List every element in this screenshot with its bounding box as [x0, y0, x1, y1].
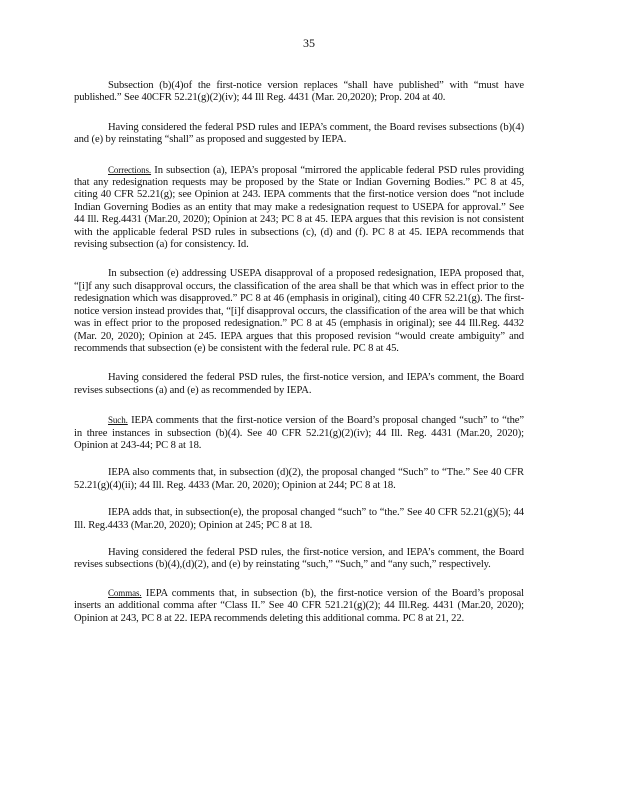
paragraph-1	[74, 80, 524, 105]
paragraph-text: Having considered the federal PSD rules, the first-notice version, and IEPA’s comment, the Board revises subsections (a) and (e) as recommended by IEPA.	[74, 372, 524, 396]
paragraph-text: IEPA comments that the first-notice version of the Board’s proposal changed “such” to “the” in three instances in subsection (b)(4). See 40 CFR 52.21(g)(2)(iv); 44 Ill. Reg. 4431 (Mar.20, 2020); Opinion at 243-44; PC 8 at 18.	[74, 415, 524, 451]
paragraph-5	[74, 372, 524, 397]
paragraph-text: Having considered the federal PSD rules, the first-notice version, and IEPA’s comment, the Board revises subsections (b)(4),(d)(2), and (e) by reinstating “such,” “Such,” and “any such,” respectively.	[74, 546, 524, 571]
paragraph-such	[74, 414, 524, 452]
paragraph-commas	[74, 587, 524, 625]
paragraph-text: Having considered the federal PSD rules and IEPA’s comment, the Board revises subsections (b)(4) and (e) by reinstating “shall” as proposed and suggested by IEPA.	[74, 121, 524, 146]
paragraph-text: IEPA adds that, in subsection(e), the proposal changed “such” to “the.” See 40 CFR 52.21(g)(5); 44 Ill. Reg.4433 (Mar.20, 2020); Opinion at 245; PC 8 at 18.	[74, 507, 524, 531]
paragraph-2	[74, 122, 524, 147]
paragraph-text: In subsection (a), IEPA’s proposal “mirrored the applicable federal PSD rules providing that any redesignation requests may be proposed by the State or Indian Governing Bodies.” PC 8 at 45, citing 40 CFR 52.21(g); see Opinion at 243. IEPA comments that the first-notice version does “not include Indian Governing Bodies as an entity that may make a redesignation request to USEPA for approval.” See 44 Ill. Reg.4431 (Mar.20, 2020); Opinion at 243; PC 8 at 45. IEPA argues that this revision is not consistent with the applicable federal PSD rules in subsections (c), (d) and (f). PC 8 at 45. IEPA recommends that revising subsection (a) for consistency. Id.	[74, 164, 524, 251]
paragraph-7	[74, 467, 524, 492]
paragraph-9	[74, 547, 524, 572]
paragraph-text: Subsection (b)(4)of the first-notice version replaces “shall have published” with “must have published.” See 40CFR 52.21(g)(2)(iv); 44 Ill Reg. 4431 (Mar. 20,2020); Prop. 204 at 40.	[74, 80, 524, 104]
paragraph-text: IEPA comments that, in subsection (b), the first-notice version of the Board’s proposal inserts an additional comma after “Class II.” See 40 CFR 521.21(g)(2); 44 Ill.Reg. 4431 (Mar.20, 2020); Opinion at 243, PC 8 at 22. IEPA recommends deleting this additional comma. PC 8 at 21, 22.	[74, 587, 524, 624]
paragraph-4	[74, 268, 524, 355]
paragraph-8	[74, 507, 524, 532]
paragraph-text: In subsection (e) addressing USEPA disapproval of a proposed redesignation, IEPA proposed that, “[i]f any such disapproval occurs, the classification of the area shall be that which was in effect prior to the redesignation which was disapproved.” PC 8 at 46 (emphasis in original), citing 40 CFR 52.21(g). The first-notice version instead provides that, “[i]f disapproval occurs, the classification of the area will be that which was in effect prior to the proposed redesignation.” PC 8 at 45 (emphasis in original); see 44 Ill.Reg. 4432 (Mar. 20, 2020); Opinion at 245. IEPA argues that this proposed revision “would create ambiguity” and recommends that subsection (e) be consistent with the federal rule. PC 8 at 45.	[74, 268, 524, 354]
paragraph-corrections	[74, 164, 524, 252]
paragraph-text: IEPA also comments that, in subsection (d)(2), the proposal changed “Such” to “The.” See 40 CFR 52.21(g)(4)(ii); 44 Ill. Reg. 4433 (Mar. 20, 2020); Opinion at 244; PC 8 at 18.	[74, 467, 524, 491]
section-heading-such: Such.	[108, 415, 128, 426]
section-heading-corrections: Corrections.	[108, 164, 152, 175]
section-heading-commas: Commas.	[108, 587, 142, 598]
document-body	[74, 80, 524, 640]
page-number: 35	[303, 36, 315, 50]
